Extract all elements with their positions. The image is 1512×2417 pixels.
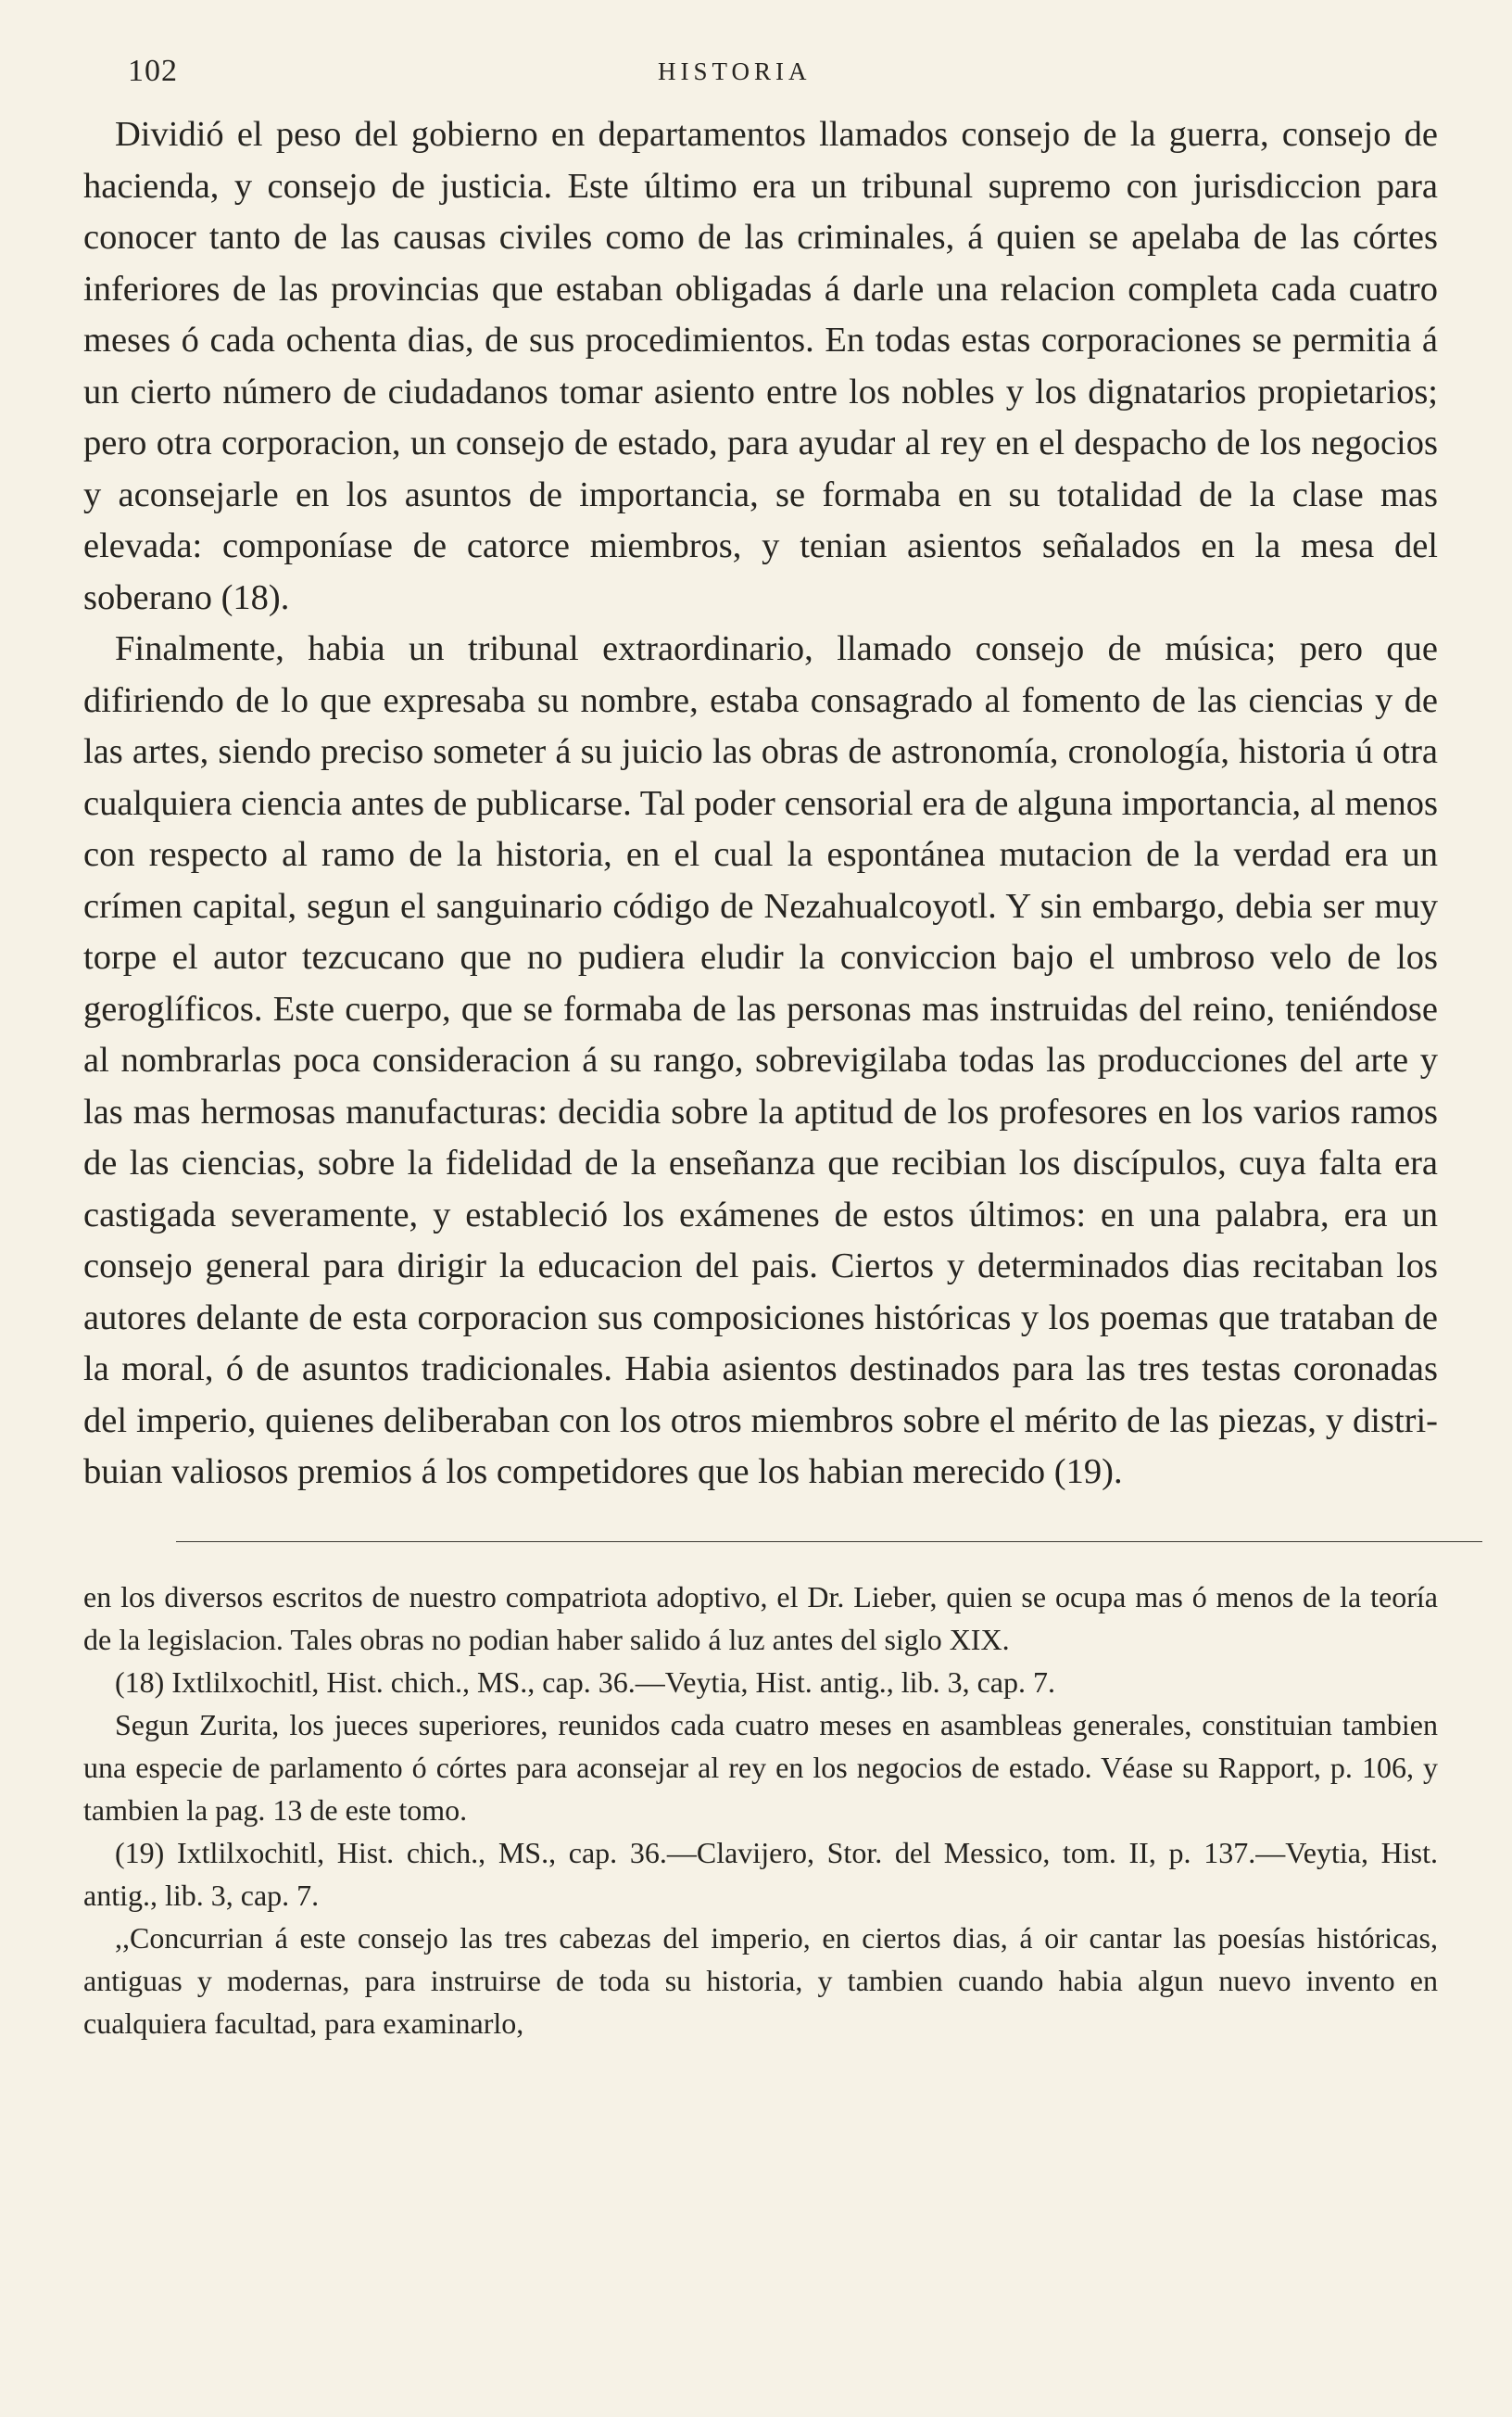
main-text bbox=[83, 109, 1438, 1499]
paragraph: Dividió el peso del gobierno en departamentos llamados consejo de la guerra, consejo de hacienda, y consejo de justicia. Este último era un tribunal supremo con jurisdiccion para conocer tanto de las causas civiles como de las criminales, á quien se apelaba de las córtes inferiores de las provincias que estaban obligadas á darle una relacion completa cada cuatro meses ó cada ochenta dias, de sus procedimientos. En todas estas corporaciones se permitia á un cierto número de ciudadanos tomar asiento entre los nobles y los dignatarios propietarios; pero otra corporacion, un consejo de estado, para ayudar al rey en el despacho de los negocios y aconsejarle en los asuntos de importancia, se formaba en su totalidad de la clase mas elevada: componíase de catorce miembros, y tenian asientos señalados en la mesa del soberano (18). bbox=[83, 115, 1438, 617]
footnote-divider bbox=[176, 1541, 1482, 1542]
footnote-18: (18) Ixtlilxochitl, Hist. chich., MS., cap. 36.—Veytia, Hist. antig., lib. 3, cap. 7. bbox=[115, 1664, 1055, 1699]
footnotes bbox=[83, 1575, 1438, 2044]
footnote-19: (19) Ixtlilxochitl, Hist. chich., MS., cap. 36.—Clavijero, Stor. del Messico, tom. II, p. 137.—Veytia, Hist. antig., lib. 3, cap. 7. bbox=[83, 1835, 1438, 1912]
footnote-19-quotation: ,,Concurrian á este consejo las tres cabezas del imperio, en ciertos dias, á oir cantar las poesías históricas, antiguas y modernas, para instruirse de toda su historia, y tambien cuando habia algun nuevo invento en cualquiera facultad, para examinarlo, bbox=[83, 1920, 1438, 2040]
page-number: 102 bbox=[128, 54, 178, 88]
paragraph: Finalmente, habia un tribunal extraordinario, llamado consejo de música; pero que difiriendo de lo que expresaba su nombre, estaba consagrado al fomento de las ciencias y de las artes, siendo preciso someter á su juicio las obras de astronomía, cronología, historia ú otra cualquiera ciencia antes de publicarse. Tal poder censorial era de alguna importancia, al menos con respecto al ramo de la historia, en el cual la espontánea mutacion de la verdad era un crímen capital, segun el sanguinario código de Nezahualcoyotl. Y sin embargo, debia ser muy torpe el autor tezcucano que no pudiera eludir la conviccion bajo el umbroso velo de los geroglíficos. Este cuerpo, que se formaba de las personas mas instruidas del reino, teniéndose al nombrarlas poca consideracion á su rango, sobrevigilaba todas las producciones del arte y las mas hermosas manufacturas: decidia sobre la aptitud de los profesores en los varios ramos de las ciencias, sobre la fidelidad de la enseñanza que recibian los discípulos, cuya falta era castigada severamente, y estableció los exámenes de estos últimos: en una palabra, era un consejo general para dirigir la educacion del pais. Ciertos y determinados dias recitaban los autores delante de esta corporacion sus composiciones históricas y los poemas que trataban de la moral, ó de asuntos tradicionales. Habia asientos destinados para las tres testas coronadas del imperio, quienes deliberaban con los otros miembros sobre el mérito de las piezas, y distribuian valiosos premios á los competidores que los habian merecido (19). bbox=[83, 629, 1438, 1491]
footnote-18-commentary: Segun Zurita, los jueces superiores, reunidos cada cuatro meses en asambleas generales, constituian tambien una especie de parlamento ó córtes para aconsejar al rey en los negocios de estado. Véase su Rapport, p. 106, y tambien la pag. 13 de este tomo. bbox=[83, 1707, 1438, 1827]
running-head bbox=[83, 48, 1438, 91]
footnote-continuation: en los diversos escritos de nuestro compatriota adoptivo, el Dr. Lieber, quien se ocupa mas ó menos de la teoría de la legislacion. Tales obras no podian haber salido á luz antes del siglo XIX. bbox=[83, 1579, 1438, 1656]
running-title: HISTORIA bbox=[658, 57, 812, 85]
